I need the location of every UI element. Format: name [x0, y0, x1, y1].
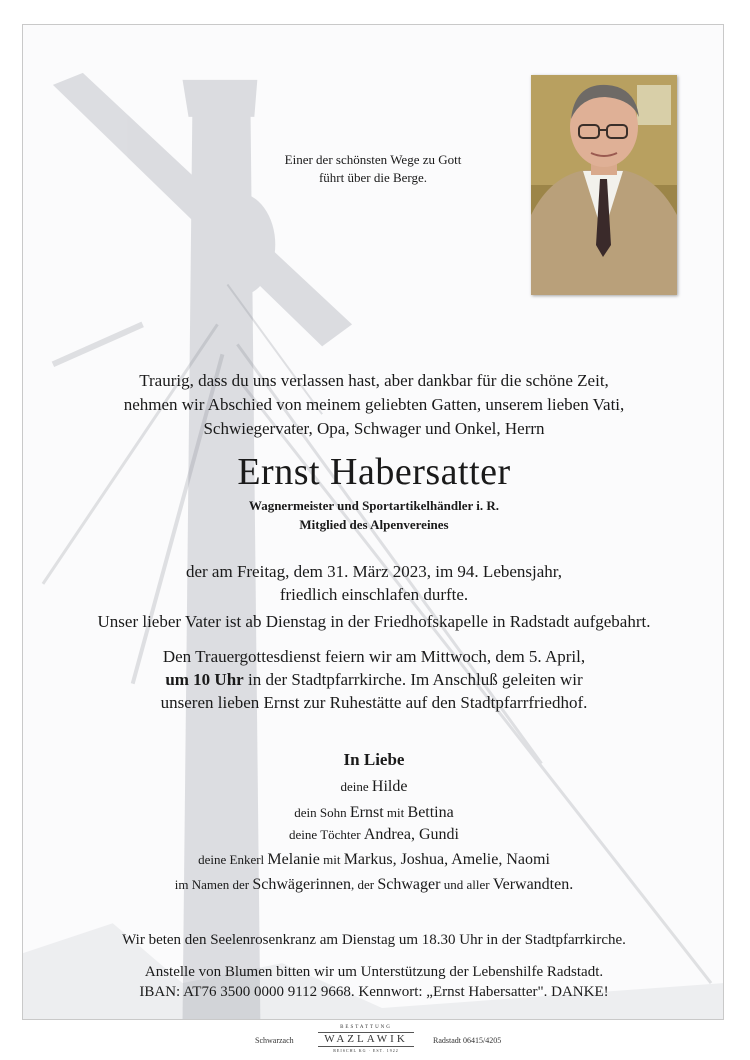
motto [263, 151, 483, 187]
family-end: . [569, 876, 574, 893]
motto-line: Einer der schönsten Wege zu Gott [284, 152, 462, 167]
rosary-notice: Wir beten den Seelenrosenkranz am Dienstag um 18.30 Uhr in der Stadtpfarrkirche. [122, 932, 626, 948]
family-name: Hilde [371, 778, 408, 795]
donation-notice [23, 962, 724, 1002]
footer [0, 1024, 750, 1054]
intro-line: nehmen wir Abschied von meinem geliebten Gatten, unserem lieben Vati, [123, 395, 625, 414]
footer-location-right: Radstadt 06415/4205 [433, 1036, 502, 1045]
family-name: Markus, Joshua, Amelie, Naomi [343, 851, 550, 868]
family-prefix: deine Töchter [289, 827, 364, 842]
service-line [23, 668, 724, 691]
footer-location-left: Schwarzach [255, 1036, 294, 1045]
family-line-relatives [23, 874, 724, 896]
motto-line: führt über die Berge. [318, 170, 428, 185]
service-notice [23, 645, 724, 714]
service-line: unseren lieben Ernst zur Ruhestätte auf den Stadtpfarrfriedhof. [160, 693, 588, 712]
service-line-rest: in der Stadtpfarrkirche. Im Anschluß geleiten wir [243, 670, 583, 689]
portrait-photo [531, 75, 677, 295]
family-name: Verwandten [492, 876, 570, 893]
family-name: Schwager [377, 876, 441, 893]
family-prefix: dein Sohn [294, 805, 350, 820]
death-notice [23, 560, 724, 606]
deceased-membership: Mitglied des Alpenvereines [299, 517, 449, 532]
family-line-wife [23, 776, 724, 798]
laid-out-notice: Unser lieber Vater ist ab Dienstag in der Friedhofskapelle in Radstadt aufgebahrt. [97, 612, 651, 631]
donation-line: Anstelle von Blumen bitten wir um Unterstützung der Lebenshilfe Radstadt. [144, 964, 604, 980]
obituary-sheet [22, 24, 724, 1020]
family-name: Melanie [267, 851, 320, 868]
death-line: der am Freitag, dem 31. März 2023, im 94. Lebensjahr, [185, 562, 563, 581]
family-name: Andrea, Gundi [363, 826, 459, 843]
deceased-name: Ernst Habersatter [237, 451, 511, 493]
intro-line: Traurig, dass du uns verlassen hast, aber dankbar für die schöne Zeit, [139, 371, 609, 390]
death-line: friedlich einschlafen durfte. [279, 585, 469, 604]
logo-brand: WAZLAWIK [318, 1032, 414, 1047]
family-line-son [23, 802, 724, 824]
intro-line: Schwiegervater, Opa, Schwager und Onkel, Herrn [203, 419, 545, 438]
service-line: Den Trauergottesdienst feiern wir am Mittwoch, dem 5. April, [162, 647, 586, 666]
family-connector: , der [351, 877, 378, 892]
family-connector: mit [319, 852, 344, 867]
family-connector: und aller [440, 877, 493, 892]
family-prefix: im Namen der [174, 877, 253, 892]
portrait-illustration [531, 75, 677, 295]
family-line-daughters [23, 824, 724, 846]
family-line-grandchildren [23, 849, 724, 871]
family-prefix: deine [340, 779, 372, 794]
logo-tag: BESTATTUNG [340, 1025, 392, 1030]
family-name: Bettina [407, 804, 454, 821]
family-name: Ernst [349, 804, 384, 821]
family-heading: In Liebe [343, 750, 405, 769]
service-time: um 10 Uhr [165, 670, 244, 689]
family-connector: mit [383, 805, 408, 820]
logo-est: REISCHL KG · EST. 1922 [333, 1048, 399, 1053]
deceased-profession: Wagnermeister und Sportartikelhändler i. R. [248, 498, 500, 513]
funeral-home-logo [318, 1024, 414, 1054]
donation-line: IBAN: AT76 3500 0000 9112 9668. Kennwort: „Ernst Habersatter". DANKE! [139, 984, 609, 1000]
family-name: Schwägerinnen [252, 876, 352, 893]
intro-text [23, 369, 724, 441]
family-prefix: deine Enkerl [198, 852, 268, 867]
